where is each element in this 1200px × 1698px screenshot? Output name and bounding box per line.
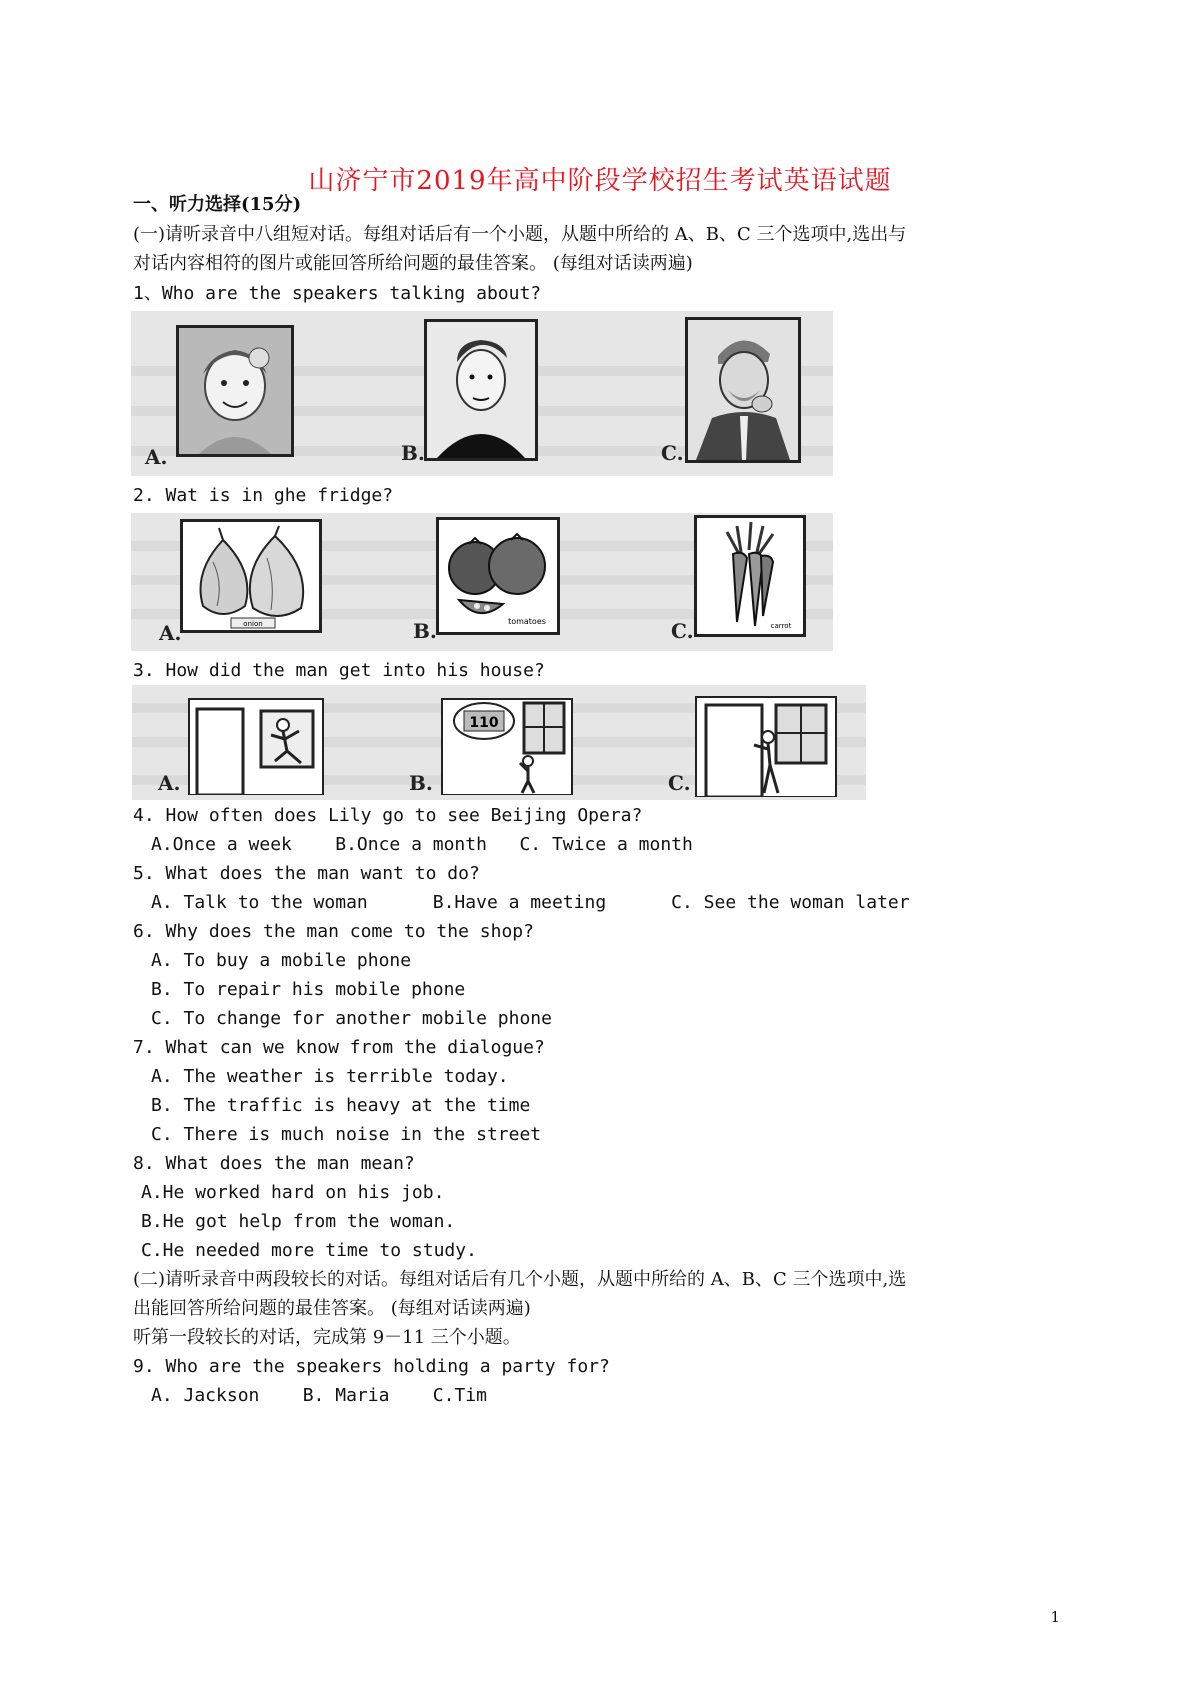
question-6-option-c: C. To change for another mobile phone (151, 1008, 552, 1029)
question-7-option-c: C. There is much noise in the street (151, 1124, 542, 1145)
q1-option-c-label: C. (661, 441, 684, 465)
question-6-option-a: A. To buy a mobile phone (151, 950, 412, 971)
question-8-option-c: C.He needed more time to study. (141, 1240, 477, 1261)
picture-onions (180, 519, 322, 633)
page-number: 1 (1050, 1608, 1060, 1626)
q2-option-b-label: B. (413, 619, 437, 643)
exam-title: 山济宁市2019年高中阶段学校招生考试英语试题 (308, 166, 892, 196)
question-5-options: A. Talk to the woman B.Have a meeting C. See the woman later (151, 892, 910, 913)
question-5: 5. What does the man want to do? (133, 863, 480, 884)
q3-option-c-label: C. (668, 771, 691, 795)
part2-intro-line1: (二)请听录音中两段较长的对话。每组对话后有几个小题，从题中所给的 A、B、C 三个选项中,选 (133, 1269, 907, 1290)
portrait-old-man (685, 317, 801, 463)
question-1: 1、Who are the speakers talking about? (133, 283, 542, 304)
portrait-young-man (424, 319, 538, 461)
part2-intro-line2: 出能回答所给问题的最佳答案。 (每组对话读两遍) (133, 1298, 531, 1319)
question-9: 9. Who are the speakers holding a party for? (133, 1356, 610, 1377)
police-number-sign: 110 (469, 715, 499, 731)
question-3: 3. How did the man get into his house? (133, 660, 545, 681)
picture-tomatoes (436, 517, 560, 635)
q2-picture-strip (131, 513, 833, 651)
question-8-option-b: B.He got help from the woman. (141, 1211, 456, 1232)
picture-carrots (694, 515, 806, 637)
section-heading: 一、听力选择(15分) (133, 194, 302, 215)
question-7: 7. What can we know from the dialogue? (133, 1037, 545, 1058)
carrot-tag: carrot (770, 622, 792, 630)
question-6: 6. Why does the man come to the shop? (133, 921, 534, 942)
question-6-option-b: B. To repair his mobile phone (151, 979, 466, 1000)
q1-option-a-label: A. (145, 445, 168, 469)
part1-intro-line1: (一)请听录音中八组短对话。每组对话后有一个小题，从题中所给的 A、B、C 三个选项中,选出与 (133, 224, 907, 245)
scene-window-entry (187, 695, 327, 795)
question-8-option-a: A.He worked hard on his job. (141, 1182, 445, 1203)
q3-option-a-label: A. (158, 771, 181, 795)
question-7-option-a: A. The weather is terrible today. (151, 1066, 509, 1087)
scene-door-key (692, 693, 842, 797)
q1-option-b-label: B. (401, 441, 425, 465)
onion-tag: onion (243, 620, 263, 628)
question-2: 2. Wat is in ghe fridge? (133, 485, 394, 506)
portrait-girl (176, 325, 294, 457)
question-9-options: A. Jackson B. Maria C.Tim (151, 1385, 487, 1406)
question-8: 8. What does the man mean? (133, 1153, 415, 1174)
part1-intro-line2: 对话内容相符的图片或能回答所给问题的最佳答案。 (每组对话读两遍) (133, 253, 693, 274)
question-4-options: A.Once a week B.Once a month C. Twice a month (151, 834, 693, 855)
q2-option-c-label: C. (671, 619, 694, 643)
part2-subintro: 听第一段较长的对话，完成第 9－11 三个小题。 (133, 1327, 521, 1348)
q3-picture-strip (132, 685, 866, 800)
tomato-tag: tomatoes (508, 617, 546, 626)
q1-picture-strip (131, 311, 833, 476)
scene-police-call (432, 691, 582, 795)
q2-option-a-label: A. (159, 621, 182, 645)
question-4: 4. How often does Lily go to see Beijing Opera? (133, 805, 643, 826)
question-7-option-b: B. The traffic is heavy at the time (151, 1095, 531, 1116)
q3-option-b-label: B. (409, 771, 433, 795)
